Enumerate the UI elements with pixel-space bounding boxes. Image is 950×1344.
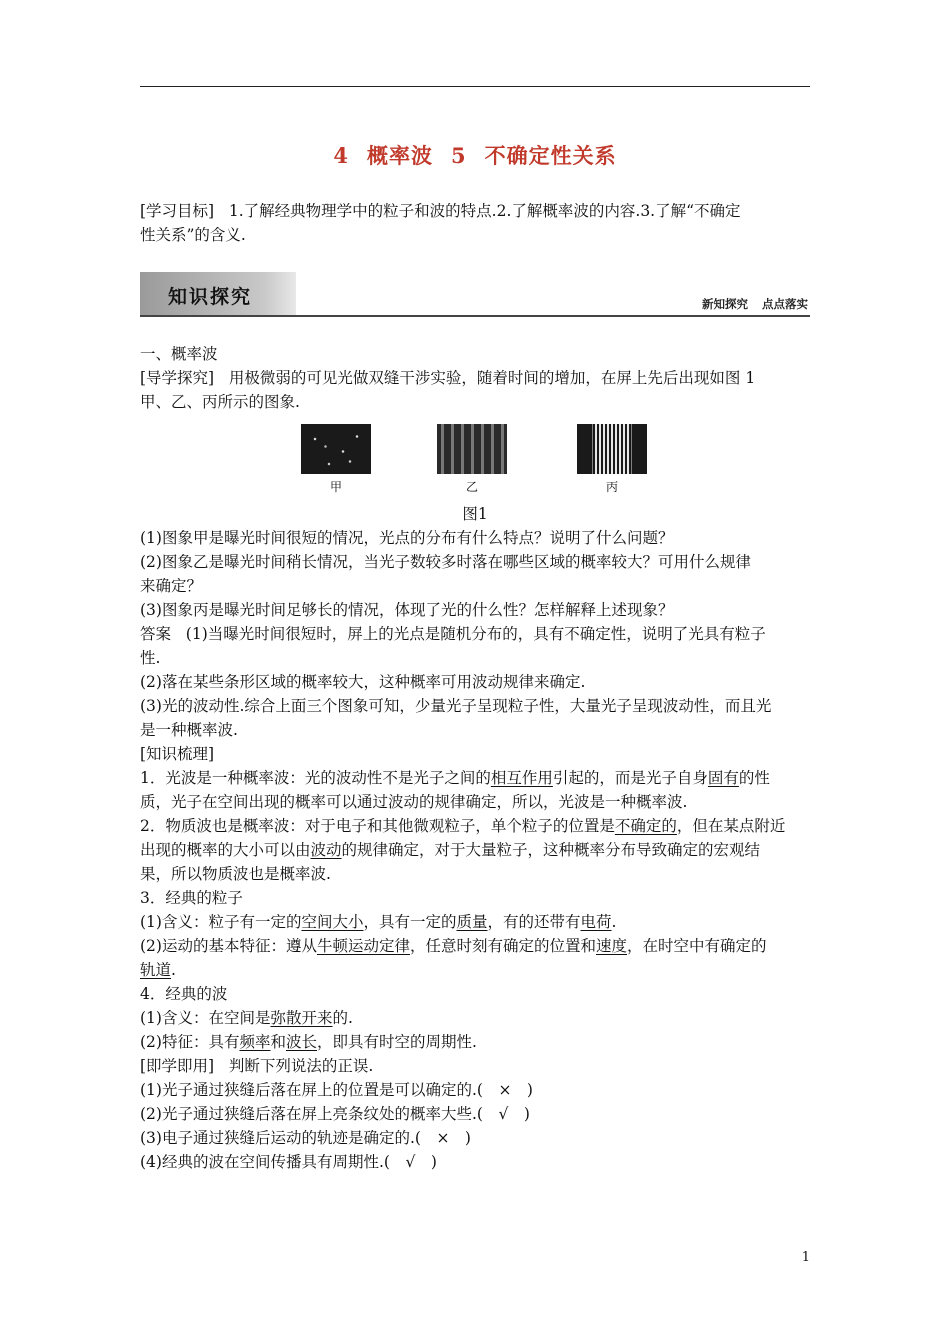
k2-line2-end: 的规律确定，对于大量粒子，这种概率分布导致确定的宏观结 [341,841,761,859]
k1-text-mid: 引起的，而是光子自身 [552,769,708,787]
figure-caption-bing: 丙 [605,480,618,494]
k3-c-mid2: ，有的还带有 [487,913,581,931]
k3-m-text: (2)运动的基本特征：遵从 [140,937,317,955]
answer-2: (2)落在某些条形区域的概率较大，这种概率可用波动规律来确定. [140,673,586,691]
knowledge-item-2-cont [140,838,810,862]
knowledge-item-2-end: 果，所以物质波也是概率波. [140,865,331,883]
figure-yi-image [437,424,507,474]
k3-m-period: . [171,961,176,979]
practice-item [140,1078,810,1102]
k1-blank-1: 相互作用 [490,769,553,787]
guide-text: 用极微弱的可见光做双缝干涉实验，随着时间的增加，在屏上先后出现如图 1 [228,369,756,387]
knowledge-item-4-heading: 4．经典的波 [140,985,228,1003]
section-banner [140,268,810,318]
knowledge-label: [知识梳理] [140,745,215,763]
k4-f-blank-2: 波长 [286,1033,318,1051]
banner-tags [702,296,808,312]
k2-blank-2: 波动 [310,841,342,859]
answer-1-cont: 性. [140,649,161,667]
practice-heading [140,1054,810,1078]
k3-m-blank-2: 速度 [596,937,628,955]
practice-item [140,1126,810,1150]
question-2: (2)图象乙是曝光时间稍长情况，当光子数较多时落在哪些区域的概率较大？可用什么规律 [140,553,751,571]
k4-c-blank-1: 弥散开来 [270,1009,333,1027]
k2-blank-1: 不确定的 [614,817,677,835]
figure-caption-jia: 甲 [329,480,342,494]
k3-m-blank-1: 牛顿运动定律 [316,937,410,955]
question-3: (3)图象丙是曝光时间足够长的情况，体现了光的什么性？怎样解释上述现象？ [140,601,674,619]
knowledge-item-1-cont: 质，光子在空间出现的概率可以通过波动的规律确定，所以，光波是一种概率波. [140,793,688,811]
practice-item-mark: ( × ) [414,1129,471,1147]
title-number-5: 5 [451,143,467,168]
practice-item-text: (4)经典的波在空间传播具有周期性. [140,1153,384,1171]
k3-c-text: (1)含义：粒子有一定的 [140,913,302,931]
section-heading: 一、概率波 [140,345,218,363]
classic-wave-feature [140,1030,810,1054]
k1-blank-2: 固有 [707,769,739,787]
answer-1: (1)当曝光时间很短时，屏上的光点是随机分布的，具有不确定性，说明了光具有粒子 [185,625,766,643]
banner-tag-new: 新知探究 [702,297,748,311]
guide-section [140,342,810,414]
answer-label: 答案 [140,625,172,643]
practice-item-mark: ( × ) [476,1081,533,1099]
questions-block [140,526,810,1174]
practice-item-mark: ( √ ) [383,1153,437,1171]
knowledge-item-2 [140,814,810,838]
k4-f-blank-1: 频率 [239,1033,271,1051]
question-1: (1)图象甲是曝光时间很短的情况，光点的分布有什么特点？说明了什么问题？ [140,529,674,547]
practice-item-text: (2)光子通过狭缝后落在屏上亮条纹处的概率大些. [140,1105,477,1123]
page-number: 1 [801,1250,810,1265]
objectives-label: [学习目标] [140,202,215,220]
k4-c-end: 的. [332,1009,353,1027]
title-number-4: 4 [333,143,349,168]
k1-text-end: 的性 [738,769,770,787]
k4-c-text: (1)含义：在空间是 [140,1009,271,1027]
knowledge-item-1 [140,766,810,790]
banner-tag-points: 点点落实 [762,297,808,311]
classic-wave-meaning [140,1006,810,1030]
k3-c-blank-1: 空间大小 [301,913,364,931]
practice-item-mark: ( √ ) [476,1105,530,1123]
k4-f-text: (2)特征：具有 [140,1033,240,1051]
k3-c-end: . [611,913,617,931]
practice-item [140,1150,810,1174]
header-rule [140,86,810,87]
practice-label: [即学即用] [140,1057,215,1075]
figure-caption: 图1 [462,505,488,523]
k3-c-blank-3: 电荷 [580,913,612,931]
answer-3-cont: 是一种概率波. [140,721,238,739]
k3-m-blank-3: 轨道 [140,961,172,979]
question-2-cont: 来确定？ [140,577,203,595]
title-section-4: 概率波 [367,143,433,168]
objectives-text: 1.了解经典物理学中的粒子和波的特点.2.了解概率波的内容.3.了解“不确定 [228,202,741,220]
banner-rule [140,315,810,317]
guide-text-cont: 甲、乙、丙所示的图象. [140,393,300,411]
banner-label: 知识探究 [168,286,253,308]
practice-item [140,1102,810,1126]
k3-m-end: ，在时空中有确定的 [627,937,767,955]
k2-line2-text: 出现的概率的大小可以由 [140,841,311,859]
k4-f-end: ，即具有时空的周期性. [317,1033,477,1051]
figure-caption-yi: 乙 [465,480,478,494]
classic-particle-motion-cont [140,958,810,982]
k2-text-end: ，但在某点附近 [676,817,786,835]
practice-item-text: (1)光子通过狭缝后落在屏上的位置是可以确定的. [140,1081,477,1099]
title-section-5: 不确定性关系 [484,143,617,168]
knowledge-item-3-heading: 3．经典的粒子 [140,889,243,907]
k4-f-mid: 和 [270,1033,286,1051]
k3-m-mid: ，任意时刻有确定的位置和 [409,937,596,955]
practice-item-text: (3)电子通过狭缝后运动的轨迹是确定的. [140,1129,415,1147]
classic-particle-motion [140,934,810,958]
figure-jia-image [301,424,371,474]
k3-c-blank-2: 质量 [456,913,488,931]
k3-c-mid: ，具有一定的 [363,913,457,931]
classic-particle-meaning [140,910,810,934]
learning-objectives [140,199,810,247]
page-title [140,140,810,170]
guide-label: [导学探究] [140,369,215,387]
figure-bing-image [577,424,647,474]
answer-3: (3)光的波动性.综合上面三个图象可知，少量光子呈现粒子性，大量光子呈现波动性，而且光 [140,697,772,715]
objectives-text-cont: 性关系”的含义. [140,226,246,244]
k1-text: 1．光波是一种概率波：光的波动性不是光子之间的 [140,769,491,787]
practice-intro: 判断下列说法的正误. [228,1057,374,1075]
k2-text: 2．物质波也是概率波：对于电子和其他微观粒子，单个粒子的位置是 [140,817,615,835]
